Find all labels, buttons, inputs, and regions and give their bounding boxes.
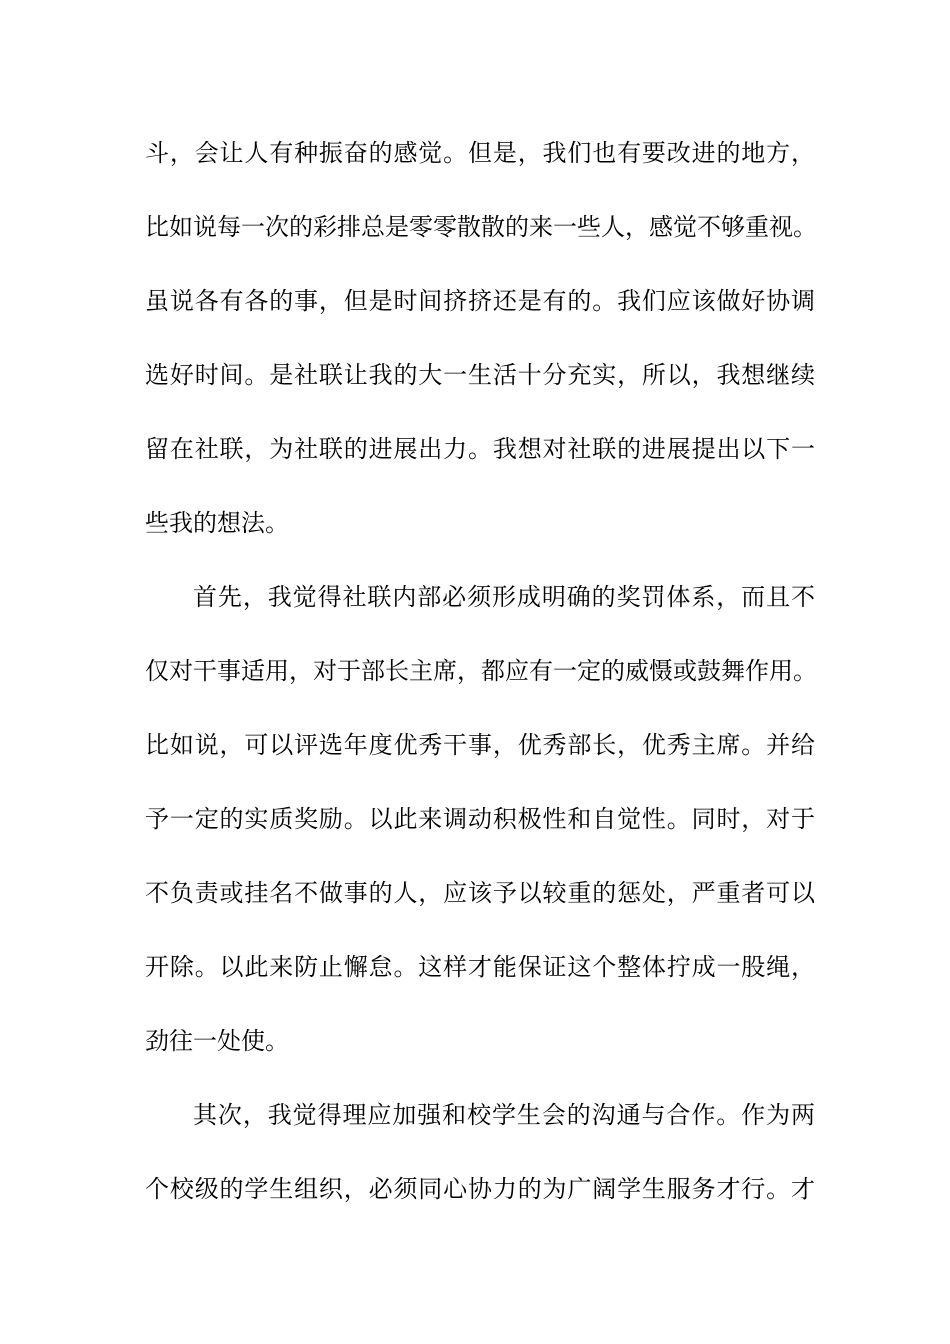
text-line: 比如说，可以评选年度优秀干事，优秀部长，优秀主席。并给: [145, 731, 815, 759]
text-line: 首先，我觉得社联内部必须形成明确的奖罚体系，而且不: [193, 583, 815, 611]
text-line: 比如说每一次的彩排总是零零散散的来一些人，感觉不够重视。: [145, 213, 817, 241]
text-line: 斗，会让人有种振奋的感觉。但是，我们也有要改进的地方，: [145, 139, 815, 167]
text-line: 仅对干事适用，对于部长主席，都应有一定的威慑或鼓舞作用。: [145, 657, 817, 685]
text-line: 予一定的实质奖励。以此来调动积极性和自觉性。同时，对于: [145, 805, 815, 833]
text-line: 个校级的学生组织，必须同心协力的为广阔学生服务才行。才: [145, 1175, 815, 1203]
text-line: 些我的想法。: [145, 509, 289, 537]
text-line: 开除。以此来防止懈怠。这样才能保证这个整体拧成一股绳，: [145, 953, 815, 981]
text-line: 选好时间。是社联让我的大一生活十分充实，所以，我想继续: [145, 361, 815, 389]
document-body: [145, 128, 815, 1238]
text-line: 劲往一处使。: [145, 1027, 289, 1055]
text-line: 不负责或挂名不做事的人，应该予以较重的惩处，严重者可以: [145, 879, 815, 907]
text-line: 其次，我觉得理应加强和校学生会的沟通与合作。作为两: [193, 1101, 815, 1129]
text-line: 虽说各有各的事，但是时间挤挤还是有的。我们应该做好协调: [145, 287, 815, 315]
text-line: 留在社联，为社联的进展出力。我想对社联的进展提出以下一: [145, 435, 815, 463]
